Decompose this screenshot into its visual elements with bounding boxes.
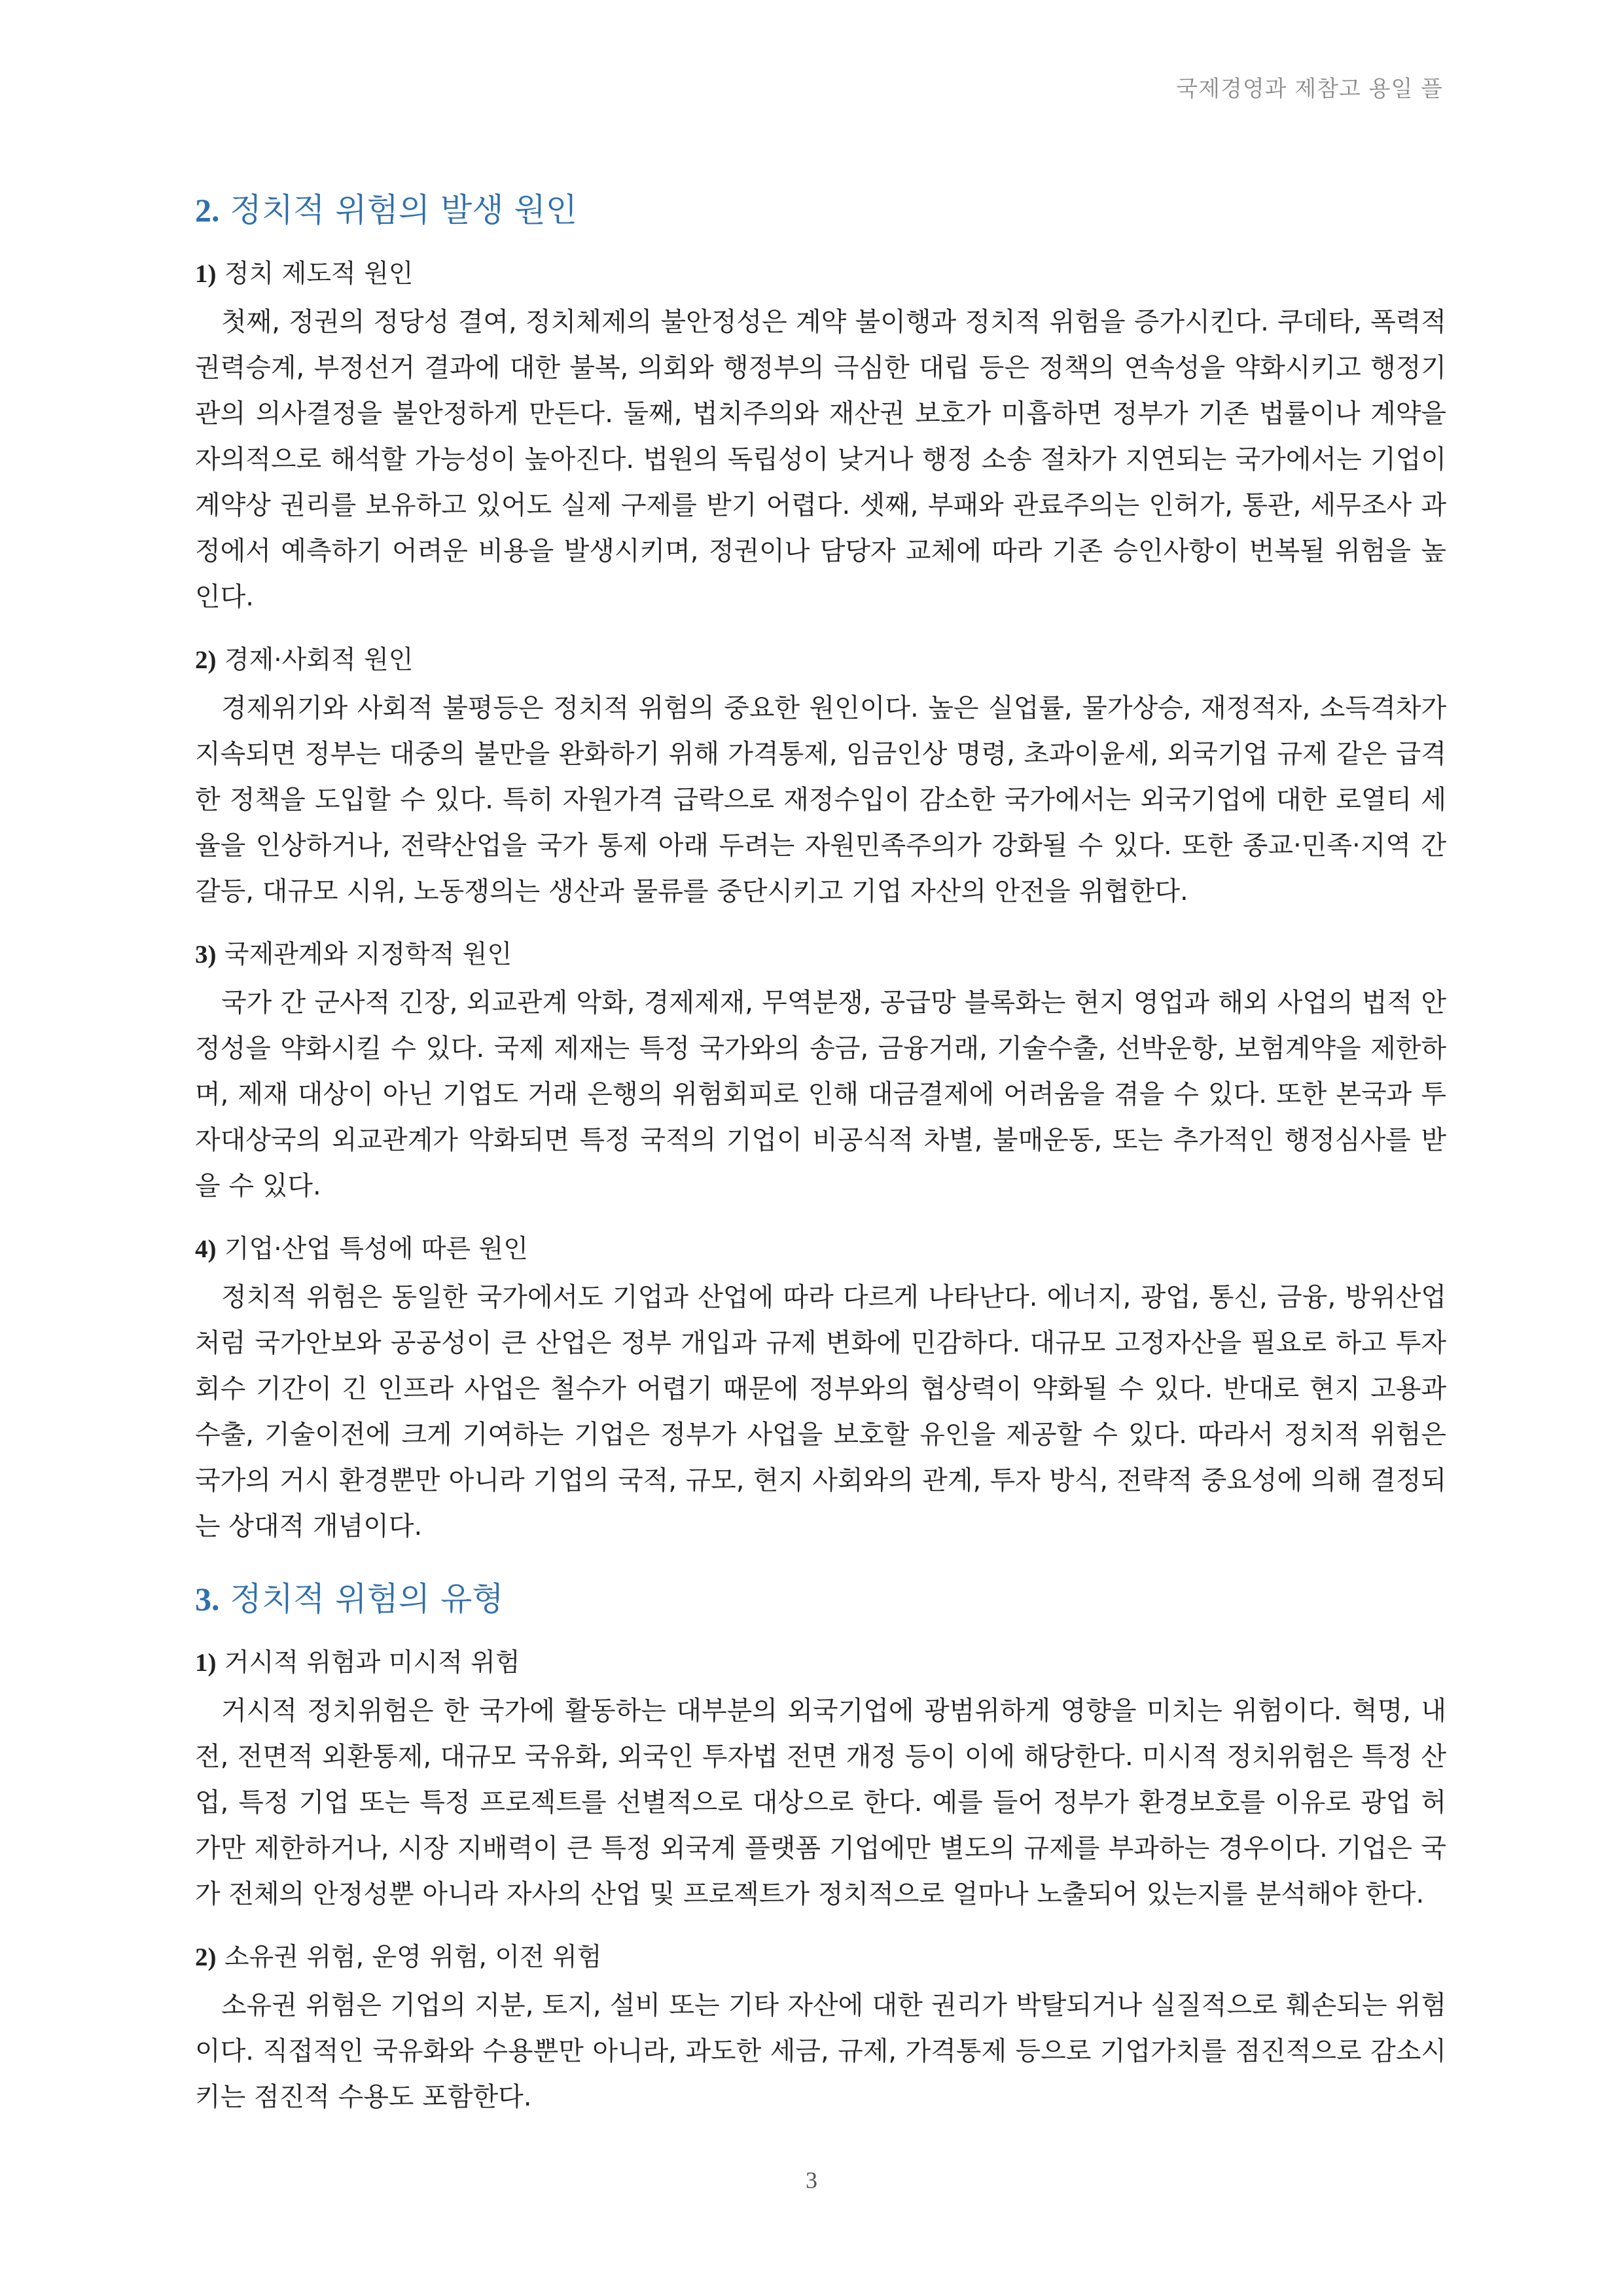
- subsection-title-text: 기업·산업 특성에 따른 원인: [224, 1234, 528, 1264]
- subsection-number: 2): [195, 646, 217, 674]
- paragraph: 정치적 위험은 동일한 국가에서도 기업과 산업에 따라 다르게 나타난다. 에너지, 광업, 통신, 금융, 방위산업처럼 국가안보와 공공성이 큰 산업은 정부 개입과 규제 변화에 민감하다. 대규모 고정자산을 필요로 하고 투자회수 기간이 긴 인프라 사업은 철수가 어렵기 때문에 정부와의 협상력이 약화될 수 있다. 반대로 현지 고용과 수출, 기술이전에 크게 기여하는 기업은 정부가 사업을 보호할 유인을 제공할 수 있다. 따라서 정치적 위험은 국가의 거시 환경뿐만 아니라 기업의 국적, 규모, 현지 사회와의 관계, 투자 방식, 전략적 중요성에 의해 결정되는 상대적 개념이다.: [195, 1282, 1446, 1541]
- subsection-title-text: 거시적 위험과 미시적 위험: [224, 1648, 520, 1677]
- paragraph: 첫째, 정권의 정당성 결여, 정치체제의 불안정성은 계약 불이행과 정치적 위험을 증가시킨다. 쿠데타, 폭력적 권력승계, 부정선거 결과에 대한 불복, 의회와 행정부의 극심한 대립 등은 정책의 연속성을 약화시키고 행정기관의 의사결정을 불안정하게 만든다. 둘째, 법치주의와 재산권 보호가 미흡하면 정부가 기존 법률이나 계약을 자의적으로 해석할 가능성이 높아진다. 법원의 독립성이 낮거나 행정 소송 절차가 지연되는 국가에서는 기업이 계약상 권리를 보유하고 있어도 실제 구제를 받기 어렵다. 셋째, 부패와 관료주의는 인허가, 통관, 세무조사 과정에서 예측하기 어려운 비용을 발생시키며, 정권이나 담당자 교체에 따라 기존 승인사항이 번복될 위험을 높인다.: [195, 307, 1446, 612]
- subsection-number: 4): [195, 1235, 217, 1263]
- running-header: 국제경영과 제참고 용일 플: [1176, 76, 1443, 102]
- section-title: [195, 187, 1446, 234]
- section-title-text: 정치적 위험의 유형: [230, 1580, 504, 1618]
- page-number: 3: [806, 2167, 817, 2193]
- section-number: 3.: [195, 1581, 220, 1617]
- paragraph: 국가 간 군사적 긴장, 외교관계 악화, 경제제재, 무역분쟁, 공급망 블록화는 현지 영업과 해외 사업의 법적 안정성을 약화시킬 수 있다. 국제 제재는 특정 국가와의 송금, 금융거래, 기술수출, 선박운항, 보험계약을 제한하며, 제재 대상이 아닌 기업도 거래 은행의 위험회피로 인해 대금결제에 어려움을 겪을 수 있다. 또한 본국과 투자대상국의 외교관계가 악화되면 특정 국적의 기업이 비공식적 차별, 불매운동, 또는 추가적인 행정심사를 받을 수 있다.: [195, 988, 1446, 1201]
- page-content: [195, 187, 1446, 2120]
- section-types: [195, 1575, 1446, 2120]
- subsection-title: [195, 256, 1446, 293]
- subsection-title-text: 정치 제도적 원인: [224, 259, 414, 289]
- subsection-number: 1): [195, 260, 217, 288]
- subsection-number: 2): [195, 1943, 217, 1971]
- paragraph: 경제위기와 사회적 불평등은 정치적 위험의 중요한 원인이다. 높은 실업률, 물가상승, 재정적자, 소득격차가 지속되면 정부는 대중의 불만을 완화하기 위해 가격통제, 임금인상 명령, 초과이윤세, 외국기업 규제 같은 급격한 정책을 도입할 수 있다. 특히 자원가격 급락으로 재정수입이 감소한 국가에서는 외국기업에 대한 로열티 세율을 인상하거나, 전략산업을 국가 통제 아래 두려는 자원민족주의가 강화될 수 있다. 또한 종교·민족·지역 간 갈등, 대규모 시위, 노동쟁의는 생산과 물류를 중단시키고 기업 자산의 안전을 위협한다.: [195, 693, 1446, 906]
- paragraph: 거시적 정치위험은 한 국가에 활동하는 대부분의 외국기업에 광범위하게 영향을 미치는 위험이다. 혁명, 내전, 전면적 외환통제, 대규모 국유화, 외국인 투자법 전면 개정 등이 이에 해당한다. 미시적 정치위험은 특정 산업, 특정 기업 또는 특정 프로젝트를 선별적으로 대상으로 한다. 예를 들어 정부가 환경보호를 이유로 광업 허가만 제한하거나, 시장 지배력이 큰 특정 외국계 플랫폼 기업에만 별도의 규제를 부과하는 경우이다. 기업은 국가 전체의 안정성뿐 아니라 자사의 산업 및 프로젝트가 정치적으로 얼마나 노출되어 있는지를 분석해야 한다.: [195, 1696, 1446, 1909]
- subsection-title: [195, 1939, 1446, 1976]
- subsection-title: [195, 937, 1446, 973]
- subsection-title: [195, 1645, 1446, 1681]
- section-title-text: 정치적 위험의 발생 원인: [230, 191, 578, 229]
- subsection-title-text: 경제·사회적 원인: [224, 645, 414, 675]
- subsection-number: 3): [195, 941, 217, 969]
- subsection-number: 1): [195, 1649, 217, 1677]
- subsection-title: [195, 1231, 1446, 1268]
- subsection-title: [195, 642, 1446, 679]
- subsection-title-text: 소유권 위험, 운영 위험, 이전 위험: [224, 1943, 602, 1972]
- section-number: 2.: [195, 192, 220, 228]
- section-causes: [195, 187, 1446, 1549]
- paragraph: 소유권 위험은 기업의 지분, 토지, 설비 또는 기타 자산에 대한 권리가 박탈되거나 실질적으로 훼손되는 위험이다. 직접적인 국유화와 수용뿐만 아니라, 과도한 세금, 규제, 가격통제 등으로 기업가치를 점진적으로 감소시키는 점진적 수용도 포함한다.: [195, 1990, 1446, 2112]
- subsection-title-text: 국제관계와 지정학적 원인: [224, 940, 512, 969]
- section-title: [195, 1575, 1446, 1623]
